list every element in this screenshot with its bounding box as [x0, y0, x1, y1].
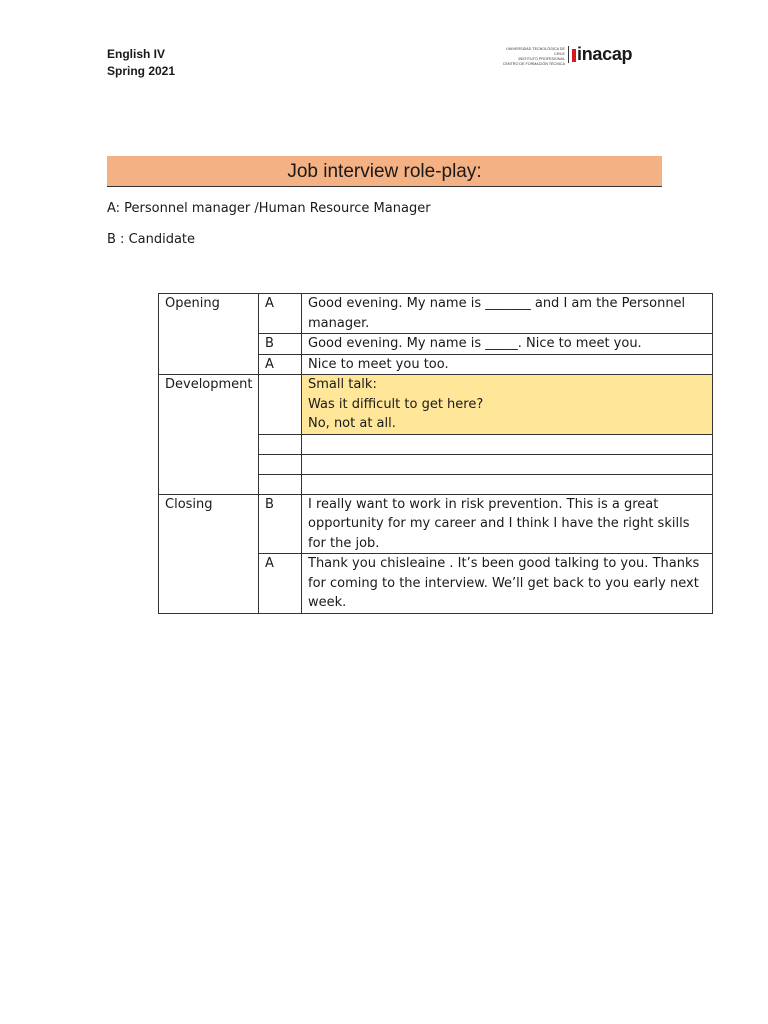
line-cell [302, 434, 713, 454]
role-b: B : Candidate [107, 232, 196, 247]
speaker-cell: B [259, 494, 302, 554]
line-cell [302, 454, 713, 474]
table-row [159, 494, 713, 554]
small-talk-line: Was it difficult to get here? [308, 396, 484, 412]
page-title: Job interview role-play: [287, 161, 482, 182]
course-info [107, 46, 175, 80]
speaker-cell [259, 375, 302, 435]
line-cell [302, 474, 713, 494]
line-cell: Good evening. My name is _______ and I am the Personnel manager. [302, 294, 713, 334]
speaker-cell: B [259, 334, 302, 355]
line-cell: Nice to meet you too. [302, 354, 713, 375]
course-name: English IV [107, 47, 166, 61]
stage-opening: Opening [159, 294, 259, 375]
speaker-cell: A [259, 294, 302, 334]
speaker-cell [259, 434, 302, 454]
logo-wordmark: inacap [577, 44, 633, 64]
speaker-cell [259, 454, 302, 474]
small-talk-line: Small talk: [308, 377, 377, 392]
small-talk-line: No, not at all. [308, 416, 396, 431]
small-talk-cell [302, 375, 713, 435]
table-row [159, 375, 713, 435]
speaker-cell [259, 474, 302, 494]
logo-subtitle-line: INSTITUTO PROFESIONAL [518, 57, 565, 61]
logo-divider [568, 46, 569, 63]
line-cell: I really want to work in risk prevention. This is a great opportunity for my career and I think I have the right skills for the job. [302, 494, 713, 554]
speaker-cell: A [259, 354, 302, 375]
line-cell: Thank you chisleaine . It’s been good talking to you. Thanks for coming to the interview. We’ll get back to you early next week. [302, 554, 713, 614]
logo-subtitle [497, 47, 565, 67]
stage-development: Development [159, 375, 259, 495]
stage-closing: Closing [159, 494, 259, 613]
table-row [159, 294, 713, 334]
dialogue-table [158, 293, 713, 614]
line-cell: Good evening. My name is _____. Nice to meet you. [302, 334, 713, 355]
course-term: Spring 2021 [107, 64, 176, 78]
logo-red-mark-icon [572, 49, 576, 62]
logo-subtitle-line: UNIVERSIDAD TECNOLÓGICA DE CHILE [506, 47, 565, 56]
title-banner [107, 156, 662, 187]
speaker-cell: A [259, 554, 302, 614]
logo-subtitle-line: CENTRO DE FORMACIÓN TÉCNICA [502, 62, 565, 66]
inacap-logo [497, 45, 647, 67]
role-a: A: Personnel manager /Human Resource Manager [107, 201, 431, 216]
